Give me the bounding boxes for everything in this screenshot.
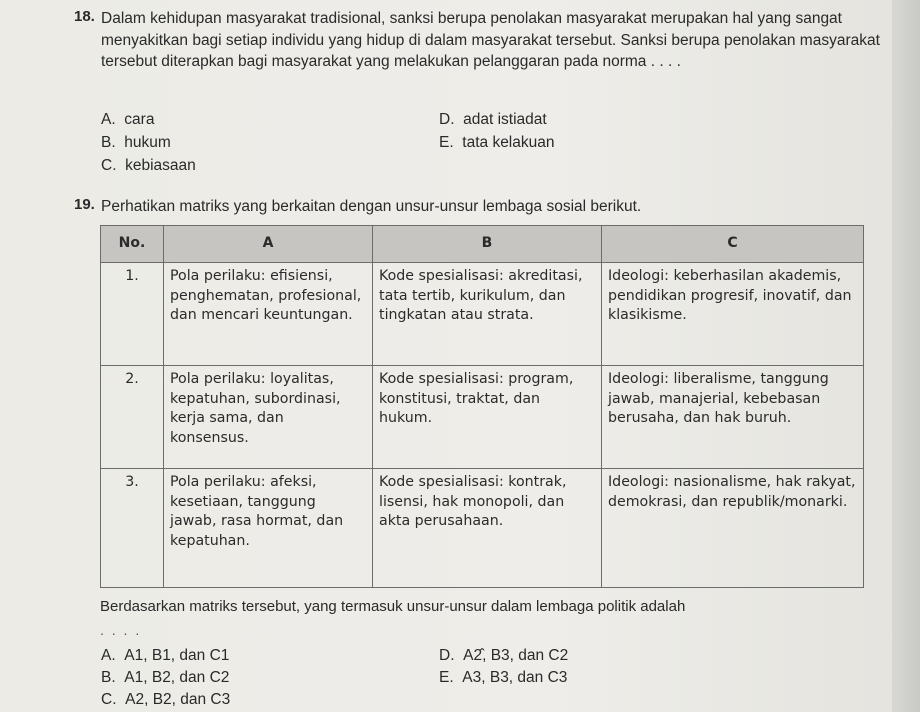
- table-header-row: [101, 226, 864, 263]
- option-c[interactable]: C. A2, B2, dan C3: [101, 691, 231, 708]
- cell-no: 2.: [101, 366, 164, 469]
- question-18: [74, 8, 880, 73]
- cell-a: Pola perilaku: efisiensi, penghematan, profesional, dan mencari keuntungan.: [164, 263, 373, 366]
- option-a[interactable]: A. cara: [101, 111, 155, 128]
- question-number: 18.: [74, 8, 95, 25]
- cell-b: Kode spesialisasi: kontrak, lisensi, hak monopoli, dan akta perusahaan.: [373, 469, 602, 588]
- cell-c: Ideologi: keberhasilan akademis, pendidikan progresif, inovatif, dan klasikisme.: [602, 263, 864, 366]
- option-e[interactable]: E. A3, B3, dan C3: [439, 669, 568, 686]
- table-row: [101, 366, 864, 469]
- question-text: Dalam kehidupan masyarakat tradisional, sanksi berupa penolakan masyarakat merupakan hal yang sangat menyakitkan bagi setiap individu yang hidup di dalam masyarakat tersebut. Sanksi berupa penolakan masyarakat tersebut diterapkan bagi masyarakat yang melakukan pelanggaran pada norma . . . .: [101, 10, 880, 70]
- option-c[interactable]: C. kebiasaan: [101, 157, 196, 174]
- header-b: B: [373, 226, 602, 263]
- cell-no: 1.: [101, 263, 164, 366]
- header-no: No.: [101, 226, 164, 263]
- question-19: [74, 196, 874, 218]
- header-c: C: [602, 226, 864, 263]
- table-row: [101, 469, 864, 588]
- option-d[interactable]: D. adat istiadat: [439, 111, 547, 128]
- cell-b: Kode spesialisasi: akreditasi, tata tertib, kurikulum, dan tingkatan atau strata.: [373, 263, 602, 366]
- table-row: [101, 263, 864, 366]
- question-19-prompt: Berdasarkan matriks tersebut, yang termasuk unsur-unsur dalam lembaga politik adalah: [100, 598, 686, 615]
- option-b[interactable]: B. A1, B2, dan C2: [101, 669, 230, 686]
- cell-c: Ideologi: liberalisme, tanggung jawab, manajerial, kebebasan berusaha, dan hak buruh.: [602, 366, 864, 469]
- option-e[interactable]: E. tata kelakuan: [439, 134, 555, 151]
- option-a[interactable]: A. A1, B1, dan C1: [101, 647, 230, 664]
- cell-b: Kode spesialisasi: program, konstitusi, traktat, dan hukum.: [373, 366, 602, 469]
- matrix-table: [100, 225, 864, 588]
- cell-c: Ideologi: nasionalisme, hak rakyat, demokrasi, dan republik/monarki.: [602, 469, 864, 588]
- cell-no: 3.: [101, 469, 164, 588]
- option-d[interactable]: D. A2̂, B3, dan C2: [439, 647, 569, 664]
- question-text: Perhatikan matriks yang berkaitan dengan unsur-unsur lembaga sosial berikut.: [101, 198, 642, 215]
- page-edge: [892, 0, 920, 712]
- option-b[interactable]: B. hukum: [101, 134, 171, 151]
- cell-a: Pola perilaku: afeksi, kesetiaan, tanggung jawab, rasa hormat, dan kepatuhan.: [164, 469, 373, 588]
- cell-a: Pola perilaku: loyalitas, kepatuhan, subordinasi, kerja sama, dan konsensus.: [164, 366, 373, 469]
- header-a: A: [164, 226, 373, 263]
- answer-blank: . . . .: [100, 622, 142, 638]
- question-number: 19.: [74, 196, 95, 213]
